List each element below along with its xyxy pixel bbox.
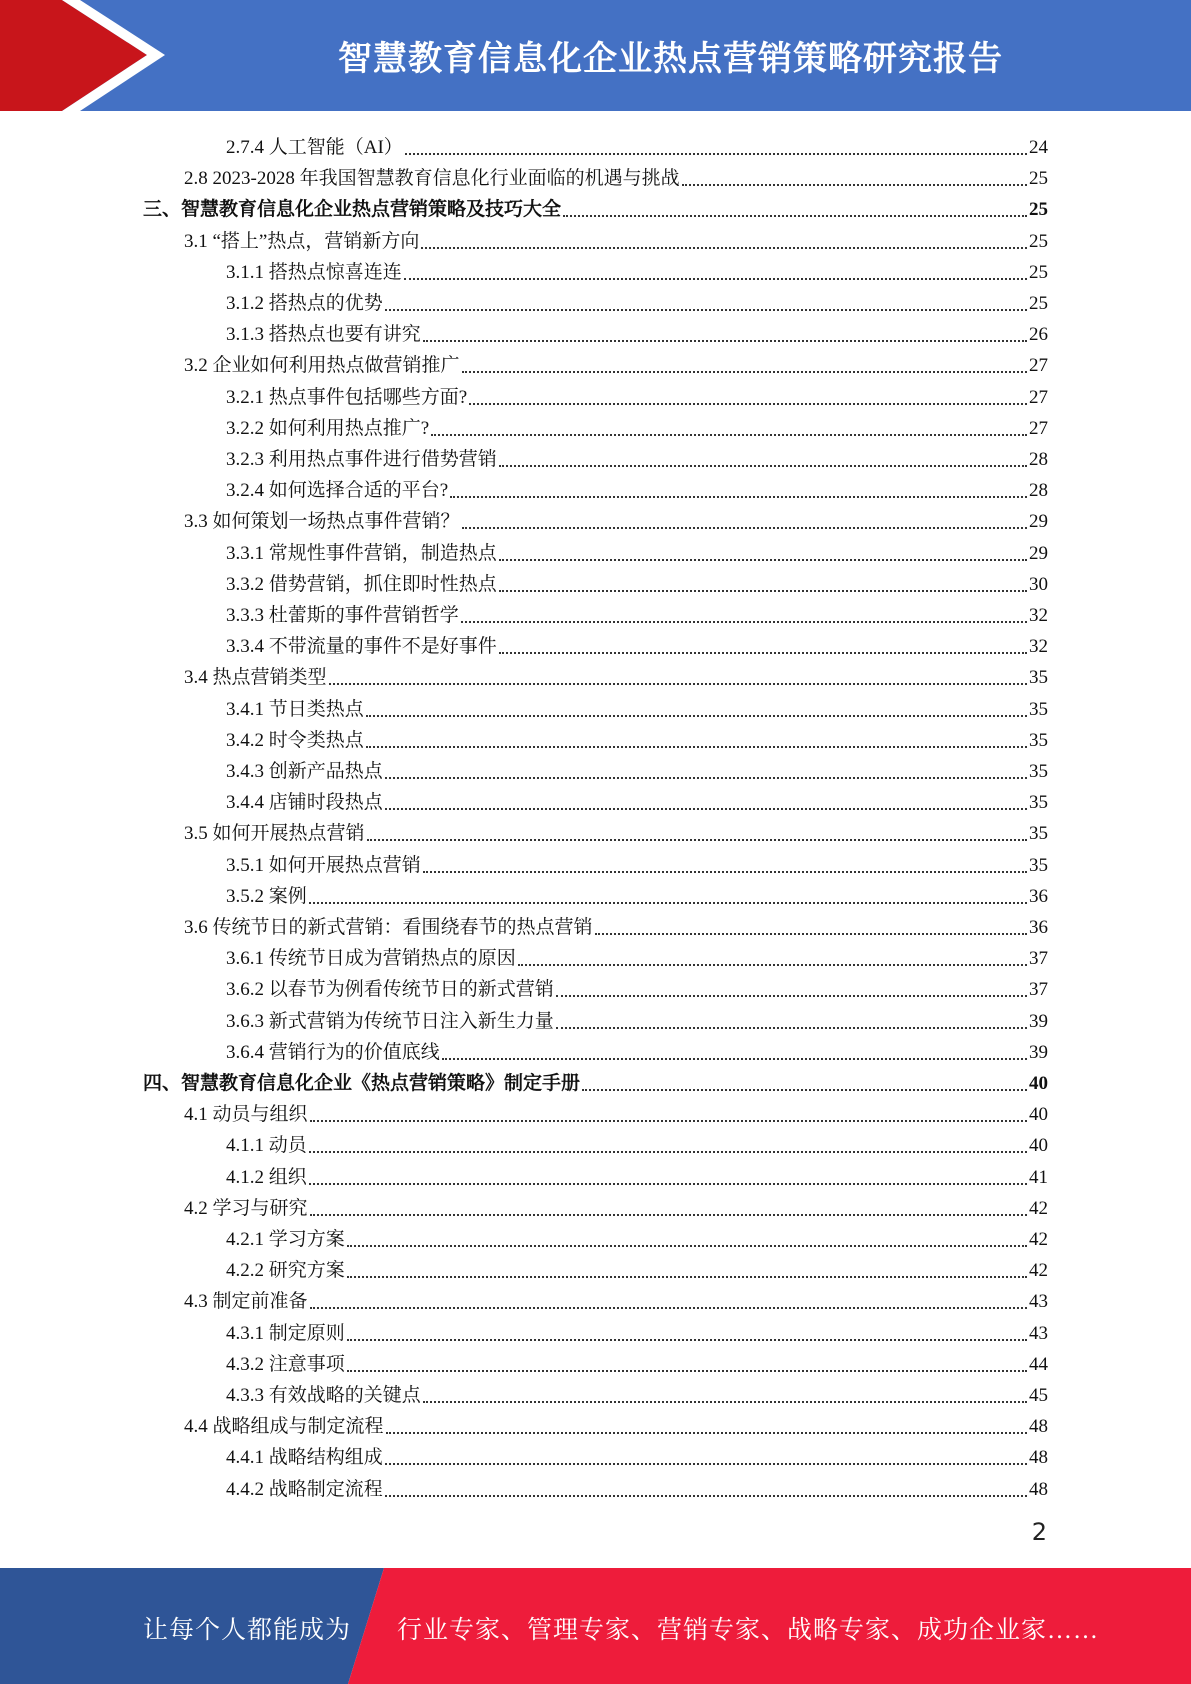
toc-dot-leader [366,744,1027,748]
toc-entry-label: 4.1.1 动员 [226,1135,307,1157]
toc-entry-label: 2.8 2023-2028 年我国智慧教育信息化行业面临的机遇与挑战 [184,168,680,190]
toc-entry[interactable] [226,471,1048,502]
toc-entry-label: 三、智慧教育信息化企业热点营销策略及技巧大全 [143,199,562,221]
toc-entry-page: 41 [1029,1166,1048,1188]
toc-dot-leader [423,1399,1027,1403]
toc-entry-label: 3.6.3 新式营销为传统节日注入新生力量 [226,1010,554,1032]
toc-entry-page: 36 [1029,917,1048,938]
toc-dot-leader [385,307,1027,311]
toc-dot-leader [518,962,1027,966]
toc-entry[interactable] [226,721,1048,752]
toc-entry[interactable] [226,1314,1048,1345]
toc-entry-label: 4.1.2 组织 [226,1166,307,1188]
toc-entry-label: 4.4.1 战略结构组成 [226,1447,383,1469]
toc-entry-label: 3.1.1 搭热点惊喜连连 [226,261,402,283]
toc-entry-page: 43 [1029,1322,1048,1344]
toc-entry[interactable] [226,1251,1048,1282]
toc-entry-label: 3.1.3 搭热点也要有讲究 [226,324,421,346]
footer-slogan-right: 行业专家、管理专家、营销专家、战略专家、成功企业家…… [397,1617,1100,1644]
toc-dot-leader [442,1056,1027,1060]
toc-entry-label: 3.3.3 杜蕾斯的事件营销哲学 [226,605,459,626]
toc-entry[interactable] [226,440,1048,471]
toc-entry-label: 3.2.1 热点事件包括哪些方面? [226,386,468,408]
toc-dot-leader [329,681,1027,685]
toc-dot-leader [385,775,1027,779]
toc-dot-leader [582,1087,1027,1091]
toc-entry-page: 30 [1029,573,1048,595]
toc-dot-leader [385,806,1027,810]
toc-entry-label: 3.5.1 如何开展热点营销 [226,854,421,876]
toc-entry-label: 4.3.2 注意事项 [226,1353,345,1375]
toc-entry-label: 3.6.2 以春节为例看传统节日的新式营销 [226,979,554,1001]
toc-dot-leader [556,1025,1027,1029]
toc-entry-page: 27 [1029,355,1048,377]
toc-entry[interactable] [226,846,1048,877]
toc-dot-leader [595,931,1027,935]
toc-dot-leader [469,401,1027,405]
toc-entry-label: 3.5.2 案例 [226,885,307,907]
toc-entry-label: 4.2 学习与研究 [184,1197,308,1219]
toc-entry[interactable] [226,1438,1048,1469]
toc-entry[interactable] [143,1064,1048,1095]
toc-entry-label: 3.5 如何开展热点营销 [184,823,365,845]
toc-entry[interactable] [226,1158,1048,1189]
toc-entry-label: 3.3.4 不带流量的事件不是好事件 [226,636,497,658]
toc-entry-page: 37 [1029,948,1048,970]
toc-entry-page: 25 [1029,261,1048,283]
toc-entry-label: 4.4 战略组成与制定流程 [184,1416,384,1438]
toc-entry[interactable] [226,409,1048,440]
report-title: 智慧教育信息化企业热点营销策略研究报告 [338,39,1003,79]
page-header [0,0,1191,111]
toc-dot-leader [405,151,1027,155]
toc-dot-leader [423,869,1027,873]
toc-entry-page: 42 [1029,1260,1048,1282]
toc-dot-leader [404,276,1027,280]
toc-entry-label: 3.6.4 营销行为的价值底线 [226,1041,440,1063]
toc-entry[interactable] [226,534,1048,565]
toc-entry-label: 3.2.3 利用热点事件进行借势营销 [226,449,497,470]
toc-entry-page: 27 [1029,386,1048,408]
toc-entry-label: 4.3 制定前准备 [184,1291,308,1313]
toc-entry[interactable] [226,1345,1048,1376]
toc-entry-label: 3.3.2 借势营销，抓住即时性热点 [226,573,497,595]
toc-dot-leader [347,1368,1027,1372]
toc-dot-leader [450,494,1027,498]
toc-entry-page: 43 [1029,1291,1048,1313]
toc-entry[interactable] [226,627,1048,658]
toc-entry-page: 48 [1029,1447,1048,1469]
toc-entry-page: 39 [1029,1041,1048,1063]
toc-entry[interactable] [226,1126,1048,1157]
toc-entry-page: 35 [1029,761,1048,782]
toc-entry[interactable] [226,877,1048,908]
toc-entry-label: 四、智慧教育信息化企业《热点营销策略》制定手册 [143,1073,581,1094]
toc-entry-label: 3.2.2 如何利用热点推广? [226,417,430,439]
toc-entry-label: 3.4.4 店铺时段热点 [226,792,383,814]
toc-entry-page: 32 [1029,605,1048,626]
toc-entry-page: 35 [1029,667,1048,689]
footer-slogan-left: 让每个人都能成为 [143,1617,352,1644]
toc-entry[interactable] [184,1095,1048,1126]
toc-entry-label: 3.2.4 如何选择合适的平台? [226,480,449,502]
toc-entry[interactable] [184,159,1048,190]
toc-entry-page: 25 [1029,230,1048,252]
toc-entry-label: 4.3.3 有效战略的关键点 [226,1385,421,1406]
toc-entry[interactable] [226,253,1048,284]
toc-entry-page: 42 [1029,1229,1048,1250]
toc-entry-label: 3.3 如何策划一场热点事件营销？ [184,511,460,533]
toc-entry[interactable] [226,752,1048,783]
page-footer [0,1568,1191,1684]
toc-dot-leader [462,525,1027,529]
toc-entry-label: 3.4.1 节日类热点 [226,698,364,720]
toc-entry-label: 4.2.2 研究方案 [226,1260,345,1282]
toc-dot-leader [499,650,1027,654]
toc-entry-page: 27 [1029,417,1048,439]
toc-entry-page: 35 [1029,823,1048,845]
toc-entry[interactable] [226,690,1048,721]
toc-entry-page: 44 [1029,1353,1048,1375]
toc-entry[interactable] [226,1033,1048,1064]
toc-entry-page: 35 [1029,854,1048,876]
toc-entry-page: 37 [1029,979,1048,1001]
toc-dot-leader [386,1430,1027,1434]
toc-dot-leader [431,432,1027,436]
toc-entry-page: 48 [1029,1416,1048,1438]
toc-entry[interactable] [184,502,1048,533]
toc-entry-page: 39 [1029,1010,1048,1032]
toc-entry-label: 3.6.1 传统节日成为营销热点的原因 [226,948,516,970]
toc-entry-label: 3.1.2 搭热点的优势 [226,293,383,314]
toc-entry[interactable] [226,378,1048,409]
toc-entry-label: 3.4.2 时令类热点 [226,729,364,751]
toc-entry-label: 3.4.3 创新产品热点 [226,761,383,782]
toc-entry[interactable] [226,565,1048,596]
toc-entry-page: 29 [1029,511,1048,533]
toc-entry-page: 25 [1029,168,1048,190]
toc-entry-label: 4.2.1 学习方案 [226,1229,345,1250]
toc-entry-label: 3.2 企业如何利用热点做营销推广 [184,355,460,377]
toc-entry-page: 40 [1029,1135,1048,1157]
toc-entry-page: 28 [1029,449,1048,470]
toc-dot-leader [682,182,1027,186]
toc-dot-leader [309,900,1027,904]
toc-entry-label: 2.7.4 人工智能（AI） [226,137,403,158]
toc-entry-page: 36 [1029,885,1048,907]
toc-entry-label: 3.4 热点营销类型 [184,667,327,689]
toc-entry-page: 25 [1029,199,1048,221]
toc-dot-leader [499,463,1027,467]
toc-entry[interactable] [226,1470,1048,1501]
toc-entry-page: 35 [1029,792,1048,814]
toc-dot-leader [385,1493,1027,1497]
toc-dot-leader [423,338,1027,342]
toc-entry-label: 4.1 动员与组织 [184,1104,308,1126]
toc-dot-leader [347,1337,1027,1341]
toc-entry[interactable] [226,1220,1048,1251]
toc-dot-leader [309,1149,1027,1153]
toc-entry-label: 4.4.2 战略制定流程 [226,1478,383,1500]
toc-entry-label: 4.3.1 制定原则 [226,1322,345,1344]
toc-entry[interactable] [184,346,1048,377]
toc-entry-page: 26 [1029,324,1048,346]
toc-entry[interactable] [184,222,1048,253]
toc-dot-leader [309,1181,1027,1185]
toc-entry[interactable] [184,908,1048,939]
toc-dot-leader [310,1212,1027,1216]
toc-entry-page: 42 [1029,1197,1048,1219]
toc-entry-page: 40 [1029,1104,1048,1126]
toc-dot-leader [556,993,1027,997]
toc-entry[interactable] [226,128,1048,159]
toc-dot-leader [366,713,1027,717]
toc-entry-page: 45 [1029,1385,1048,1406]
toc-dot-leader [563,213,1027,217]
toc-dot-leader [310,1305,1027,1309]
toc-entry-page: 32 [1029,636,1048,658]
toc-entry[interactable] [226,783,1048,814]
toc-entry[interactable] [226,284,1048,315]
toc-entry[interactable] [184,1282,1048,1313]
toc-dot-leader [421,245,1027,249]
toc-entry-page: 40 [1029,1073,1048,1094]
toc-entry[interactable] [143,190,1048,221]
toc-entry-label: 3.6 传统节日的新式营销：看围绕春节的热点营销 [184,917,593,938]
toc-entry-label: 3.3.1 常规性事件营销，制造热点 [226,542,497,564]
toc-entry[interactable] [184,1407,1048,1438]
toc-entry[interactable] [226,596,1048,627]
toc-entry-page: 25 [1029,293,1048,314]
toc-entry[interactable] [184,814,1048,845]
toc-dot-leader [367,837,1027,841]
toc-dot-leader [310,1118,1027,1122]
toc-entry[interactable] [226,315,1048,346]
toc-entry-page: 35 [1029,729,1048,751]
toc-entry-page: 28 [1029,480,1048,502]
toc-entry[interactable] [226,1376,1048,1407]
toc-entry[interactable] [226,970,1048,1001]
toc-dot-leader [461,619,1027,623]
page-number: 2 [1031,1518,1047,1546]
toc-entry-page: 24 [1029,137,1048,158]
toc-dot-leader [462,369,1027,373]
toc-entry[interactable] [184,658,1048,689]
toc-dot-leader [499,557,1027,561]
toc-entry-page: 29 [1029,542,1048,564]
toc-entry[interactable] [184,1189,1048,1220]
toc-entry-label: 3.1 “搭上”热点，营销新方向 [184,230,420,252]
toc-dot-leader [347,1274,1027,1278]
toc-dot-leader [499,588,1027,592]
toc-entry-page: 48 [1029,1478,1048,1500]
toc-entry[interactable] [226,939,1048,970]
toc-entry[interactable] [226,1002,1048,1033]
toc-entry-page: 35 [1029,698,1048,720]
toc-dot-leader [347,1243,1027,1247]
toc-dot-leader [385,1461,1027,1465]
